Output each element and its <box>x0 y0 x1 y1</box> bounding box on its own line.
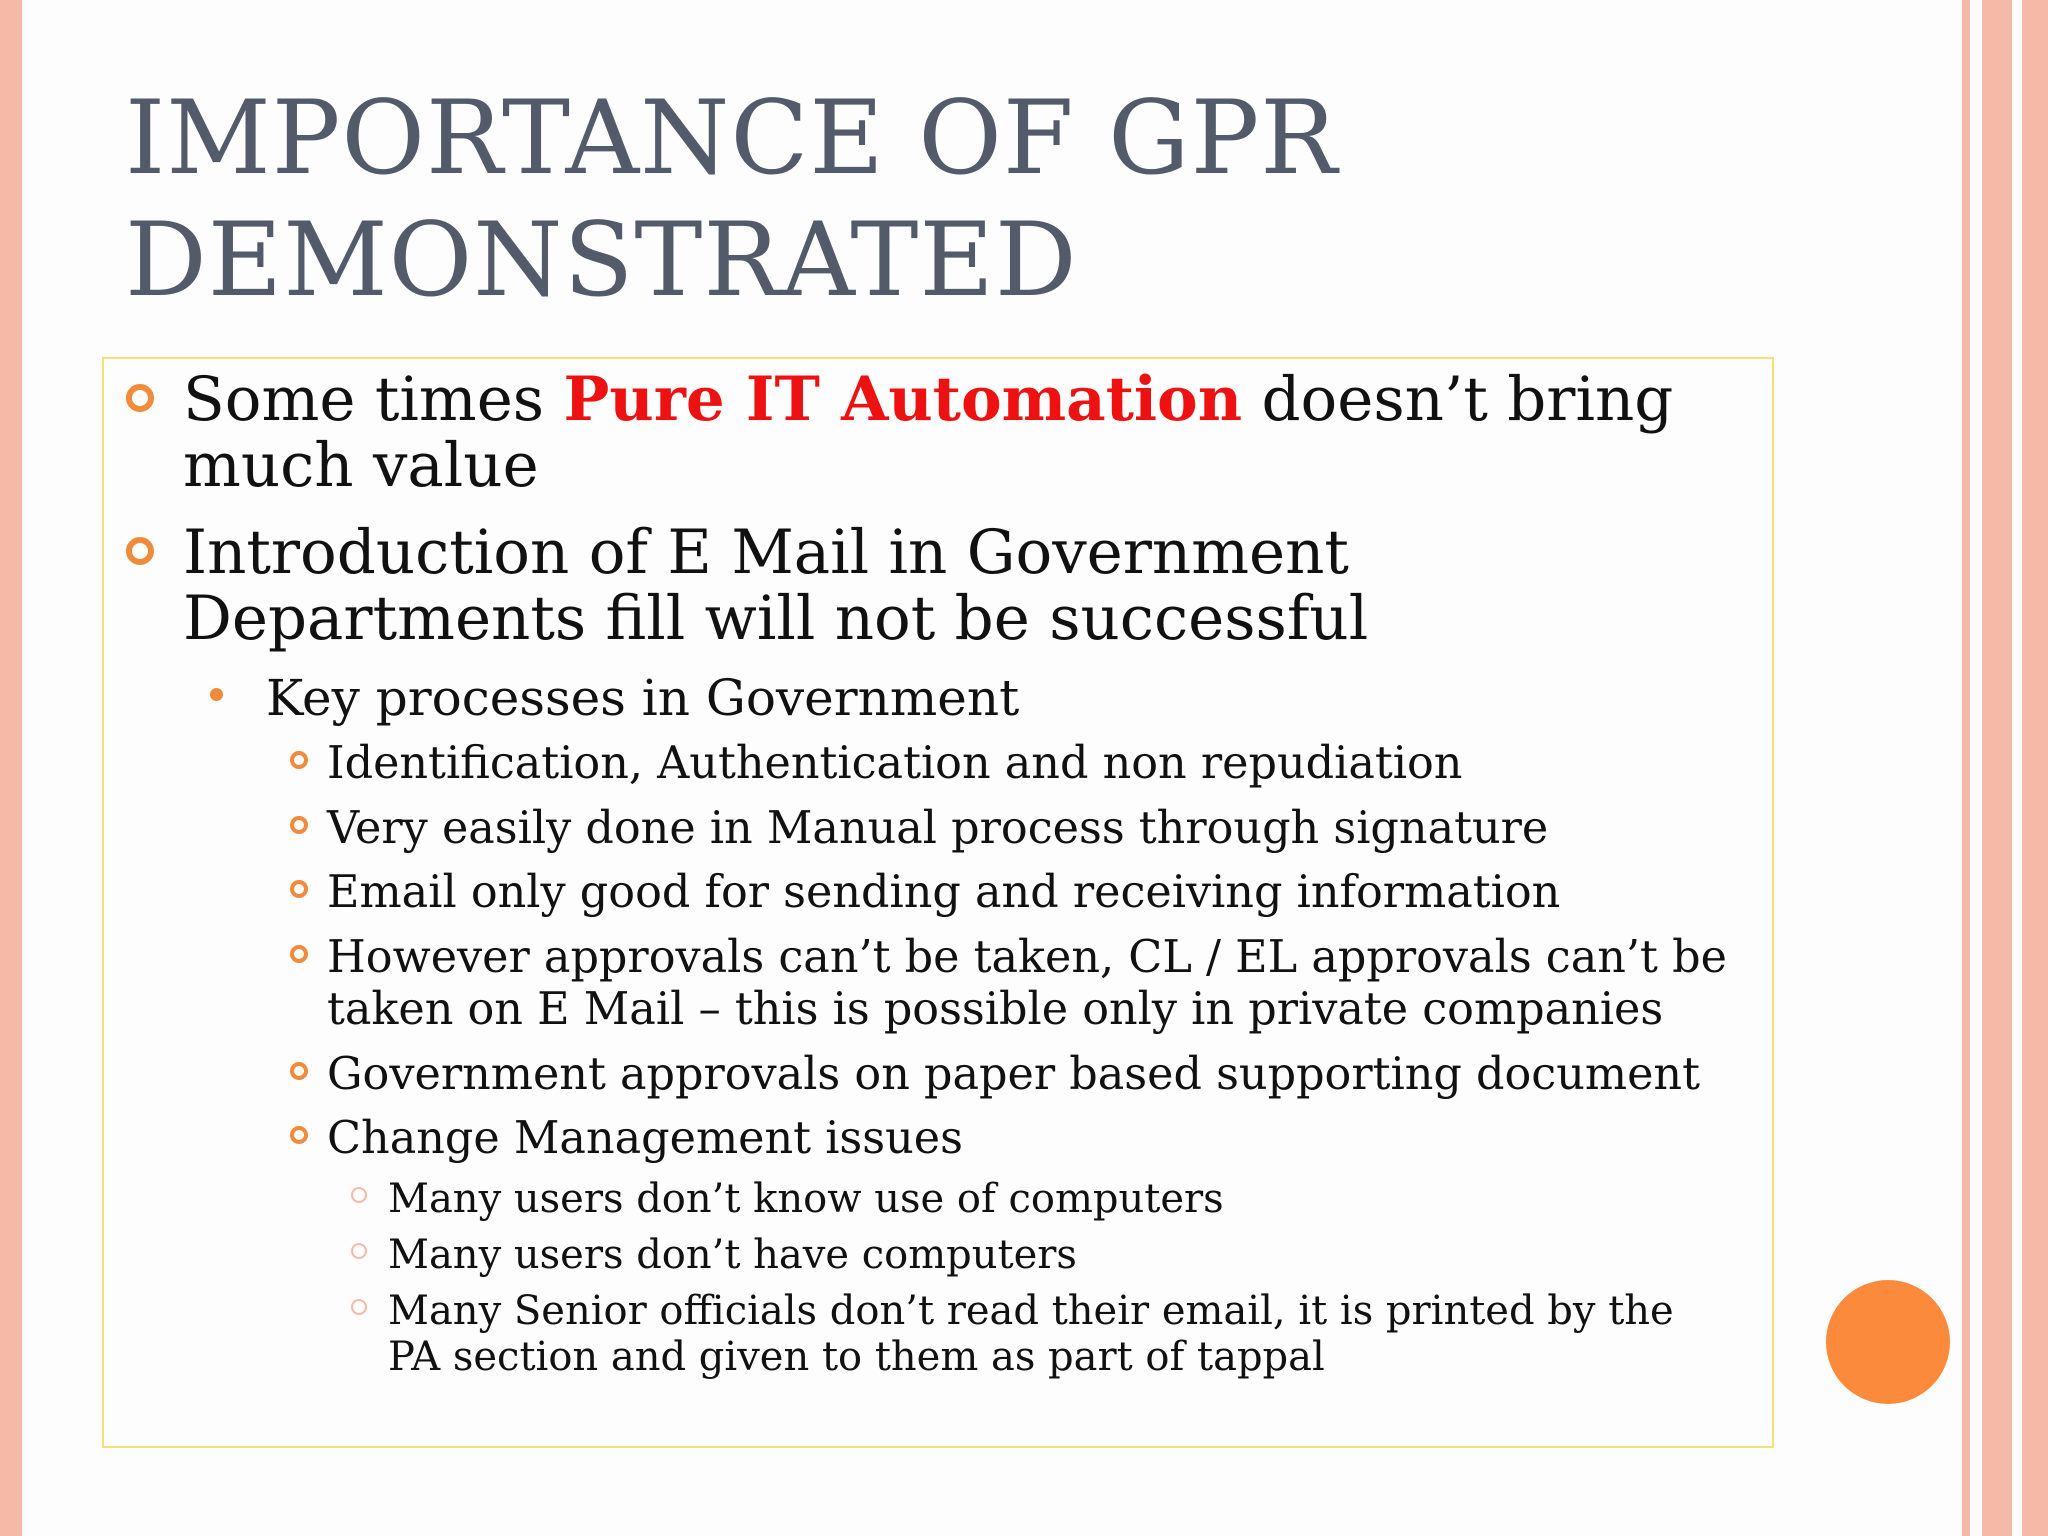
slide-title <box>125 78 1825 322</box>
bullet-dot-icon <box>210 688 223 701</box>
sub-bullet-paper-approvals: Government approvals on paper based supporting document <box>327 1049 1700 1100</box>
bullet-text-suffix: doesn’t bring much value <box>183 364 1674 501</box>
bullet-ring-icon <box>290 816 308 834</box>
bullet-ring-icon <box>290 880 308 898</box>
slide-title-line: DEMONSTRATED <box>125 201 1078 320</box>
bullet-email-introduction: Introduction of E Mail in Government Departments fill will not be successful <box>183 517 1369 654</box>
right-decorative-stripe <box>2022 0 2048 1536</box>
bullet-ring-icon <box>126 537 154 565</box>
sub-bullet-email-info: Email only good for sending and receiving information <box>327 867 1561 918</box>
slide-title-line: IMPORTANCE OF GPR <box>125 79 1339 198</box>
bullet-ring-icon <box>126 384 154 412</box>
right-decorative-stripe <box>1962 0 1970 1536</box>
sub-bullet-change-management: Change Management issues <box>327 1113 963 1164</box>
bullet-pure-it-automation <box>183 364 1713 501</box>
right-decorative-stripe <box>1982 0 2012 1536</box>
bullet-ring-icon <box>290 945 308 963</box>
sub-bullet-identification: Identification, Authentication and non repudiation <box>327 738 1463 789</box>
sub-bullet-users-dont-have: Many users don’t have computers <box>388 1232 1077 1278</box>
sub-bullet-approvals: However approvals can’t be taken, CL / EL approvals can’t be taken on E Mail – this is possible only in private companies <box>327 932 1727 1035</box>
sub-bullet-senior-officials: Many Senior officials don’t read their email, it is printed by the PA section and given to them as part of tappal <box>388 1288 1674 1380</box>
bullet-ring-icon <box>290 1126 308 1144</box>
left-decorative-stripe <box>0 0 22 1536</box>
sub-bullet-users-dont-know: Many users don’t know use of computers <box>388 1176 1224 1222</box>
bullet-ring-icon <box>290 1062 308 1080</box>
bullet-text-prefix: Some times <box>183 364 564 435</box>
bullet-ring-icon <box>351 1243 367 1259</box>
sub-bullet-key-processes: Key processes in Government <box>266 669 1020 727</box>
bullet-ring-icon <box>351 1187 367 1203</box>
bullet-ring-icon <box>290 751 308 769</box>
bullet-highlight: Pure IT Automation <box>563 364 1243 435</box>
sub-bullet-manual-signature: Very easily done in Manual process through signature <box>327 803 1549 854</box>
bullet-ring-icon <box>351 1299 367 1315</box>
decorative-orange-circle <box>1826 1280 1950 1404</box>
